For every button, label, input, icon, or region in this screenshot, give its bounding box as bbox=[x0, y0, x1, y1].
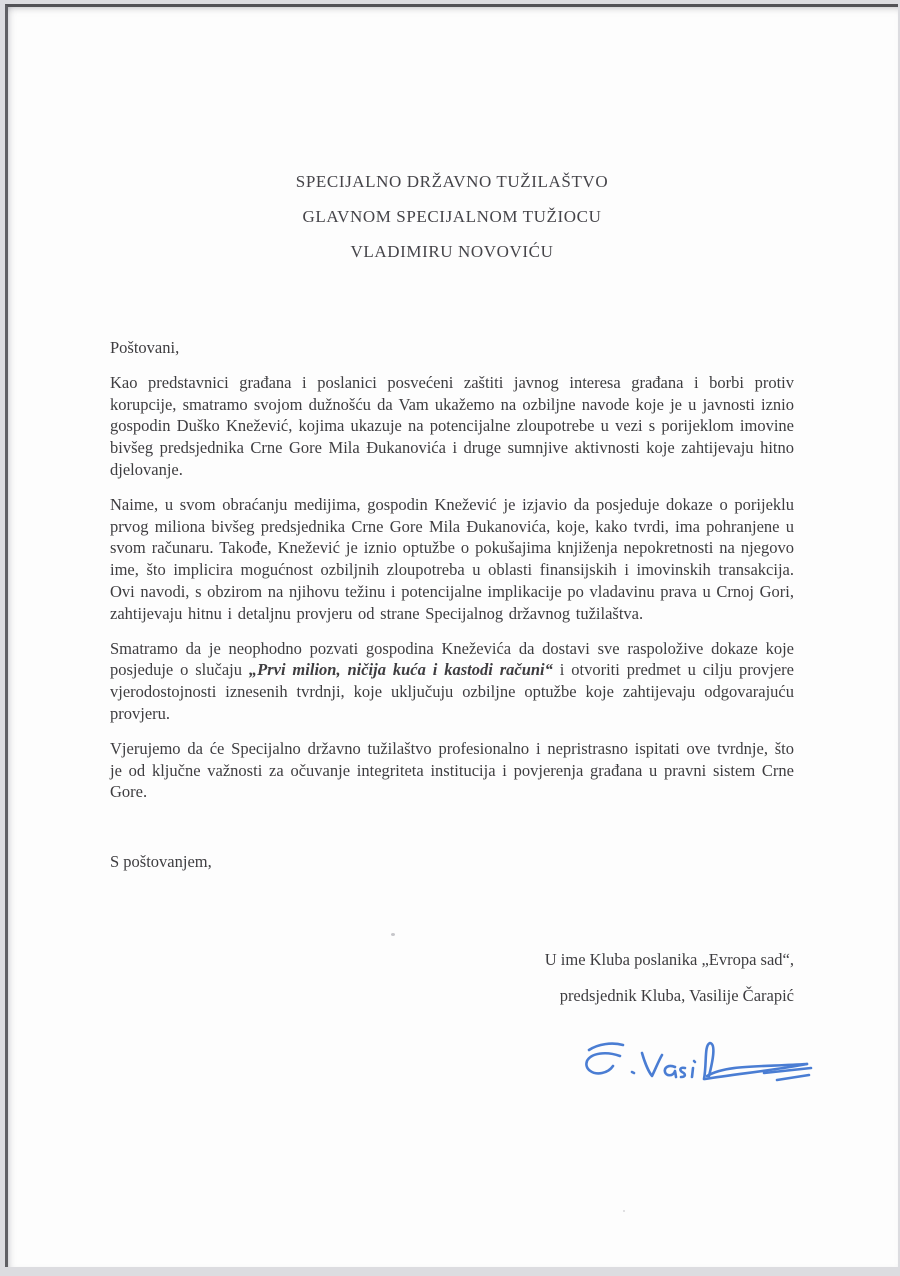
signature-strokes bbox=[586, 1043, 811, 1080]
signature-block bbox=[110, 949, 794, 1007]
body-paragraph-3 bbox=[110, 638, 794, 725]
recipient-name: VLADIMIRU NOVOVIĆU bbox=[350, 242, 554, 261]
on-behalf-of-line: U ime Kluba poslanika „Evropa sad“, bbox=[544, 949, 794, 969]
scan-speckle bbox=[623, 1210, 625, 1212]
body-paragraph-4: Vjerujemo da će Specijalno državno tužilaštvo profesionalno i nepristrasno ispitati ove tvrdnje, što je od ključne važnosti za očuvanje integriteta institucija i povjerenja građana u pravni sistem Crne Gore. bbox=[110, 738, 794, 802]
recipient-title: GLAVNOM SPECIJALNOM TUŽIOCU bbox=[302, 207, 602, 226]
handwritten-signature-icon bbox=[576, 1028, 816, 1090]
scan-speckle bbox=[391, 933, 395, 936]
letter-content bbox=[8, 7, 898, 1267]
handwritten-signature-area bbox=[110, 1028, 816, 1095]
closing-salutation: S poštovanjem, bbox=[110, 852, 212, 872]
case-name-quote: „Prvi milion, ničija kuća i kastodi računi“ bbox=[248, 660, 553, 680]
signatory-name-line: predsjednik Kluba, Vasilije Čarapić bbox=[559, 985, 794, 1005]
paragraph-3-lead: Smatramo da je neophodno pozvati gospodina Kneževića da dostavi sve raspoložive dokaze koje posjeduje o slučaju bbox=[110, 638, 794, 680]
salutation: Poštovani, bbox=[110, 338, 180, 357]
recipient-header bbox=[110, 164, 794, 269]
recipient-institution: SPECIJALNO DRŽAVNO TUŽILAŠTVO bbox=[295, 172, 609, 191]
scanned-letter-page bbox=[5, 4, 898, 1267]
paragraph-3-tail: i otvoriti predmet u cilju provjere vjerodostojnosti iznesenih tvrdnji, koje uključuju ozbiljne optužbe koje zahtijevaju odgovarajuću provjeru. bbox=[110, 660, 794, 723]
body-paragraph-2: Naime, u svom obraćanju medijima, gospodin Knežević je izjavio da posjeduje dokaze o porijeklu prvog miliona bivšeg predsjednika Crne Gore Mila Đukanovića, koje, kako tvrdi, ima pohranjene u svom računaru. Takođe, Knežević je iznio optužbe o pokušajima knjiženja nepokretnosti na njegovo ime, što implicira mogućnost ozbiljnih zloupotreba u oblasti finansijskih i imovinskih transakcija. Ovi navodi, s obzirom na njihovu težinu i potencijalne implikacije po vladavinu prava u Crnoj Gori, zahtijevaju hitnu i detaljnu provjeru od strane Specijalnog državnog tužilaštva. bbox=[110, 494, 794, 623]
body-paragraph-1: Kao predstavnici građana i poslanici posvećeni zaštiti javnog interesa građana i borbi protiv korupcije, smatramo svojom dužnošću da Vam ukažemo na ozbiljne navode koje je u javnosti iznio gospodin Duško Knežević, kojima ukazuje na potencijalne zloupotrebe u vezi s porijeklom imovine bivšeg predsjednika Crne Gore Mila Đukanovića i druge sumnjive aktivnosti koje zahtijevaju hitno djelovanje. bbox=[110, 372, 794, 479]
